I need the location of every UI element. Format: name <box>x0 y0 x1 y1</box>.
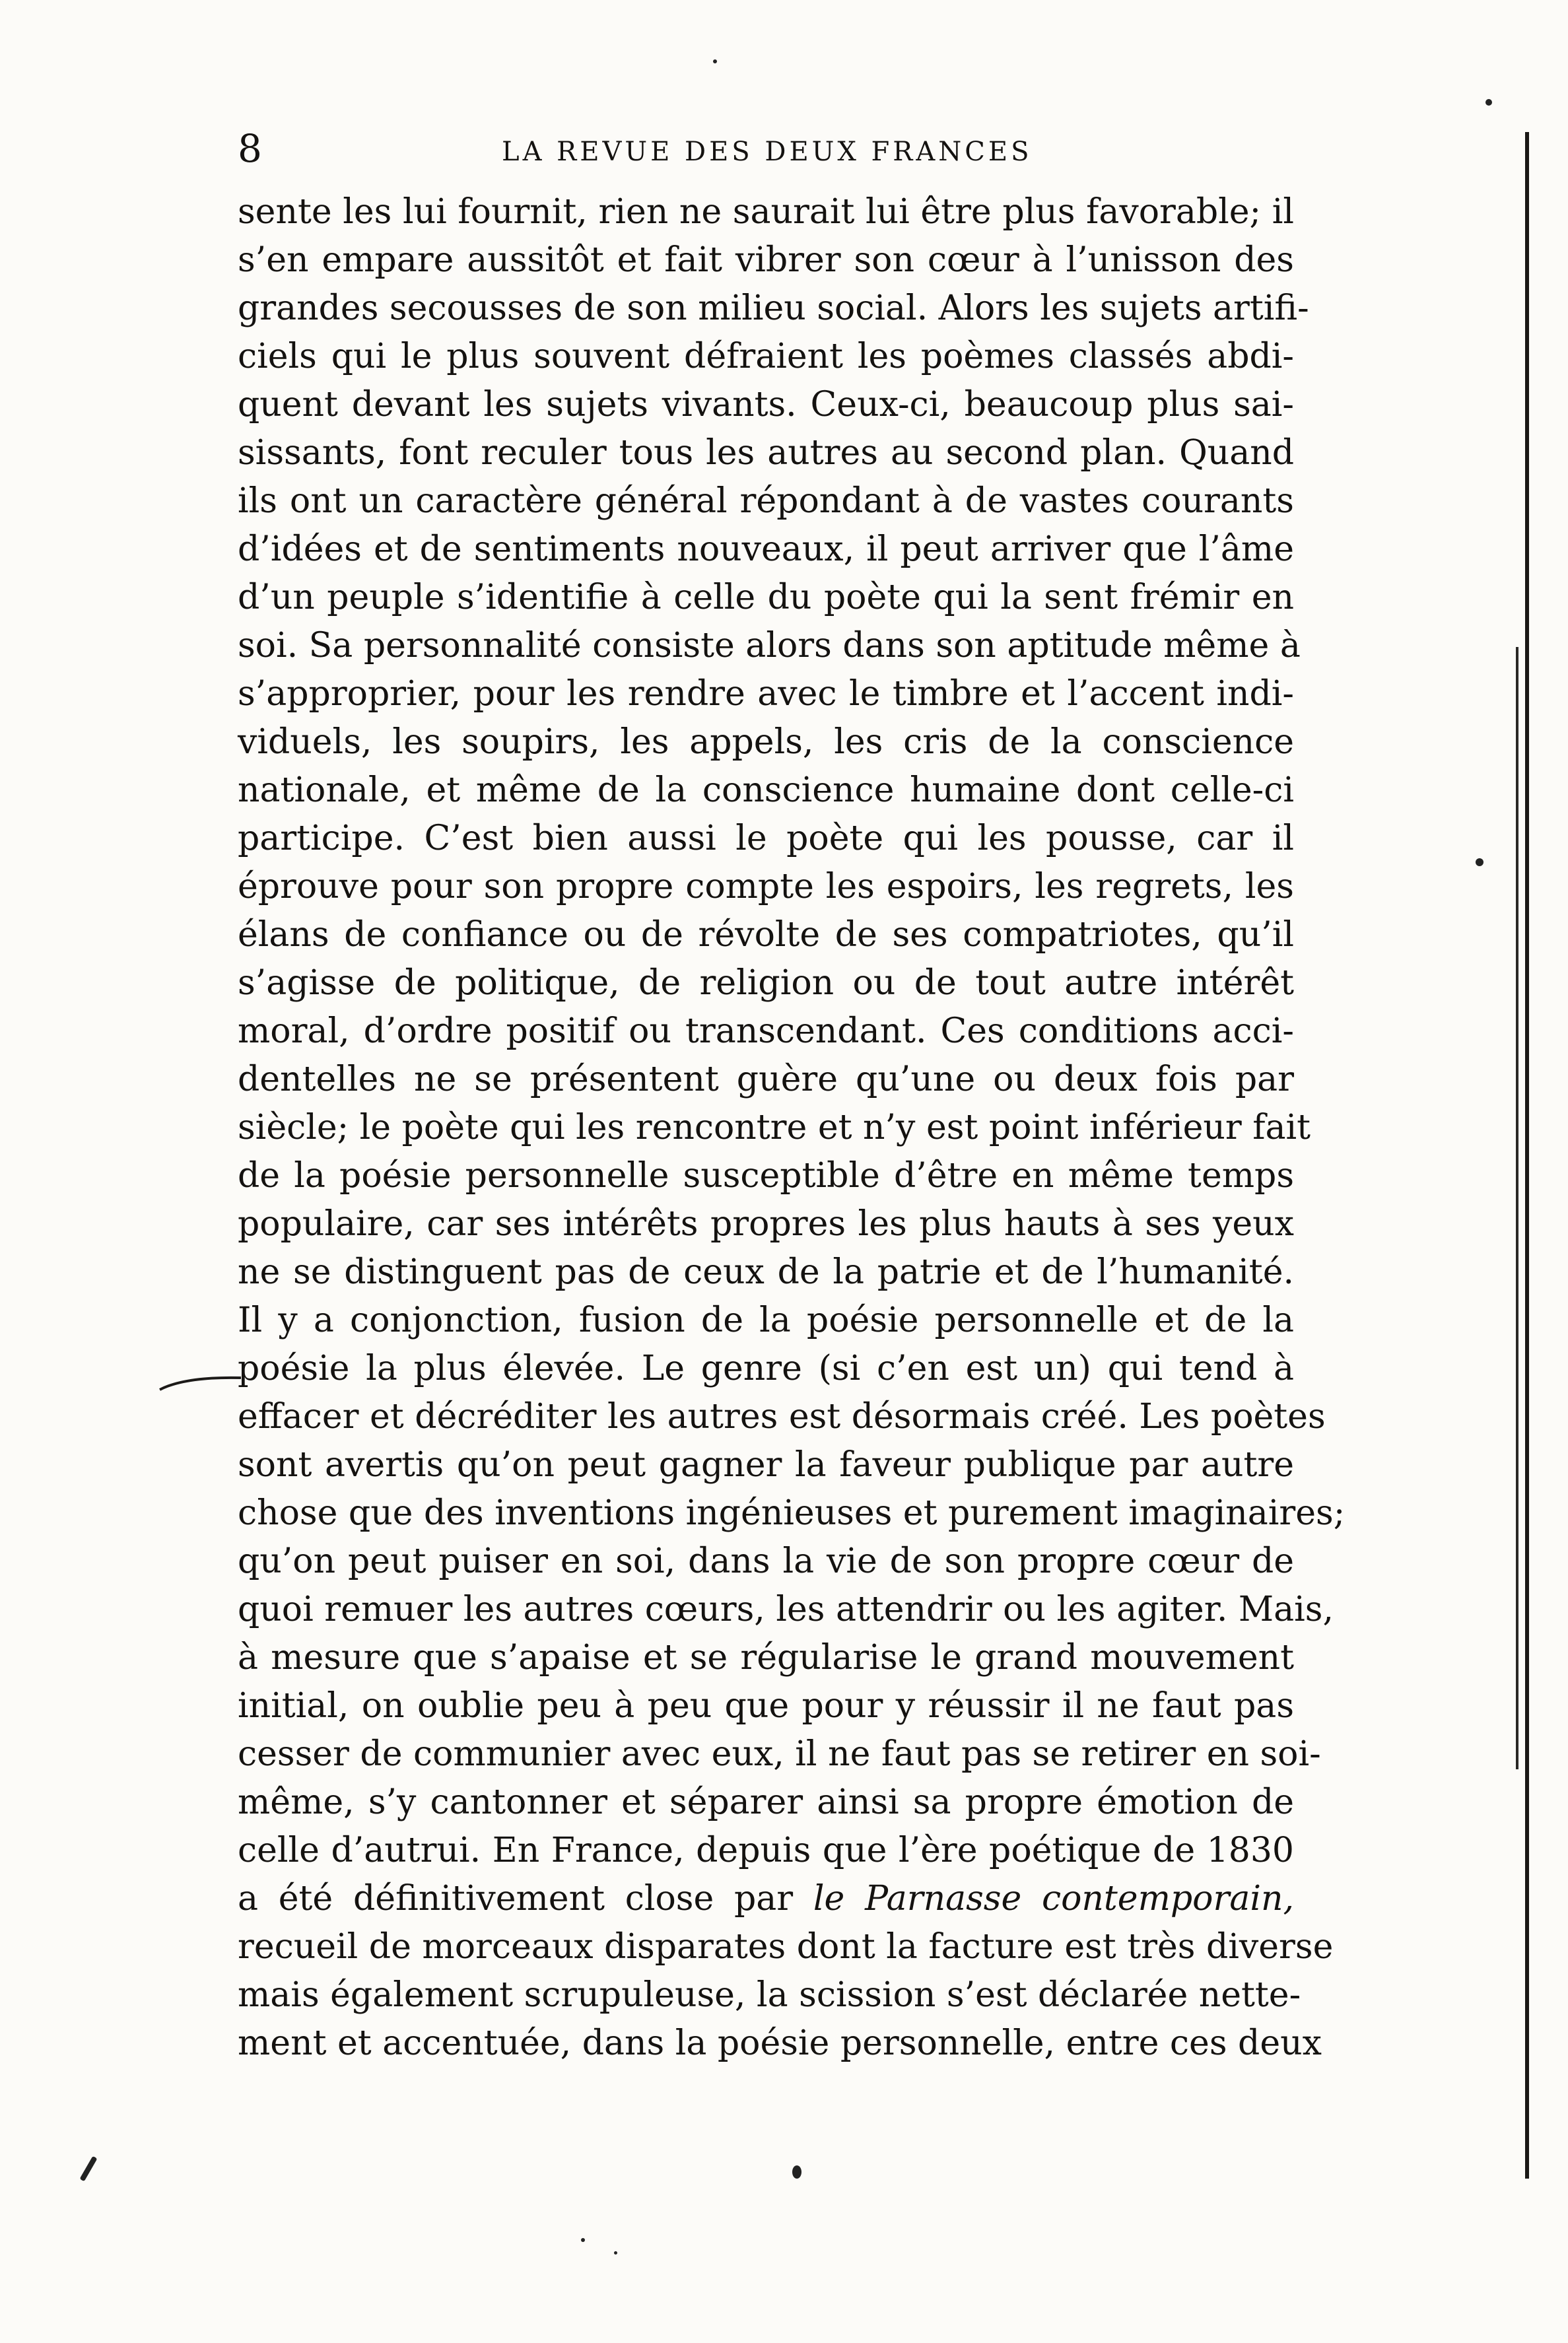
text-line: cesser de communier avec eux, il ne faut pas se retirer en soi- <box>238 1734 1321 1774</box>
text-line: ment et accentuée, dans la poésie personnelle, entre ces deux <box>238 2023 1322 2063</box>
text-line: à mesure que s’apaise et se régularise le grand mouvement <box>238 1638 1294 1678</box>
text-line: éprouve pour son propre compte les espoirs, les regrets, les <box>238 867 1294 906</box>
text-line: celle d’autrui. En France, depuis que l’ère poétique de 1830 <box>238 1831 1294 1870</box>
ink-speck <box>80 2156 98 2182</box>
body-text <box>238 188 1346 2068</box>
text-line: s’agisse de politique, de religion ou de tout autre intérêt <box>238 963 1294 1003</box>
work-title: le Parnasse contemporain, <box>813 1879 1294 1919</box>
text-line: d’idées et de sentiments nouveaux, il peut arriver que l’âme <box>238 529 1294 569</box>
text-line: quoi remuer les autres cœurs, les attendrir ou les agiter. Mais, <box>238 1590 1334 1629</box>
margin-rule <box>1525 132 1529 2179</box>
text-line: d’un peuple s’identifie à celle du poète qui la sent frémir en <box>238 578 1294 617</box>
text-line: siècle; le poète qui les rencontre et n’y est point inférieur fait <box>238 1108 1311 1147</box>
page-header <box>238 125 1307 172</box>
text-line: chose que des inventions ingénieuses et purement imaginaires; <box>238 1493 1346 1533</box>
text-line: moral, d’ordre positif ou transcendant. Ces conditions acci- <box>238 1011 1294 1051</box>
text-line: même, s’y cantonner et séparer ainsi sa propre émotion de <box>238 1783 1294 1822</box>
text-line: Il y a conjonction, fusion de la poésie personnelle et de la <box>238 1301 1294 1340</box>
text-line: qu’on peut puiser en soi, dans la vie de son propre cœur de <box>238 1542 1294 1581</box>
ink-speck <box>581 2238 585 2242</box>
text-line-with-title <box>238 1875 1294 1923</box>
text-line: ils ont un caractère général répondant à de vastes courants <box>238 481 1294 521</box>
text-line: sont avertis qu’on peut gagner la faveur publique par autre <box>238 1445 1294 1485</box>
text-line: viduels, les soupirs, les appels, les cris de la conscience <box>238 722 1294 762</box>
text-line: recueil de morceaux disparates dont la facture est très diverse <box>238 1927 1334 1967</box>
ink-speck <box>713 59 717 63</box>
text-line: ciels qui le plus souvent défraient les poèmes classés abdi- <box>238 337 1294 376</box>
ink-speck <box>1476 858 1483 866</box>
page-number: 8 <box>238 126 262 171</box>
text-line: effacer et décréditer les autres est désormais créé. Les poètes <box>238 1397 1326 1437</box>
text-line: s’approprier, pour les rendre avec le timbre et l’accent indi- <box>238 674 1294 714</box>
text-line: soi. Sa personnalité consiste alors dans son aptitude même à <box>238 626 1301 665</box>
text-line: s’en empare aussitôt et fait vibrer son cœur à l’unisson des <box>238 240 1294 280</box>
text-line: nationale, et même de la conscience humaine dont celle-ci <box>238 770 1294 810</box>
text-line: sente les lui fournit, rien ne saurait lui être plus favorable; il <box>238 192 1294 232</box>
text-line: populaire, car ses intérêts propres les plus hauts à ses yeux <box>238 1204 1294 1244</box>
text-line: élans de confiance ou de révolte de ses compatriotes, qu’il <box>238 915 1294 955</box>
text-line-start: a été définitivement close par <box>238 1879 813 1919</box>
text-line: initial, on oublie peu à peu que pour y réussir il ne faut pas <box>238 1686 1294 1726</box>
text-line: participe. C’est bien aussi le poète qui les pousse, car il <box>238 819 1294 858</box>
text-line: grandes secousses de son milieu social. Alors les sujets artifi- <box>238 289 1309 328</box>
text-line: mais également scrupuleuse, la scission s’est déclarée nette- <box>238 1975 1301 2015</box>
text-line: quent devant les sujets vivants. Ceux-ci, beaucoup plus sai- <box>238 385 1294 424</box>
pen-mark-icon <box>158 1370 244 1396</box>
text-line: sissants, font reculer tous les autres au second plan. Quand <box>238 433 1294 473</box>
text-line: poésie la plus élevée. Le genre (si c’en est un) qui tend à <box>238 1349 1294 1388</box>
ink-speck <box>1485 99 1492 106</box>
ink-speck <box>792 2165 801 2179</box>
ink-speck <box>614 2251 617 2255</box>
text-line: dentelles ne se présentent guère qu’une ou deux fois par <box>238 1060 1294 1099</box>
text-line: ne se distinguent pas de ceux de la patrie et de l’humanité. <box>238 1252 1294 1292</box>
running-head: LA REVUE DES DEUX FRANCES <box>502 137 1033 167</box>
margin-rule <box>1516 647 1518 1769</box>
text-line: de la poésie personnelle susceptible d’être en même temps <box>238 1156 1294 1196</box>
